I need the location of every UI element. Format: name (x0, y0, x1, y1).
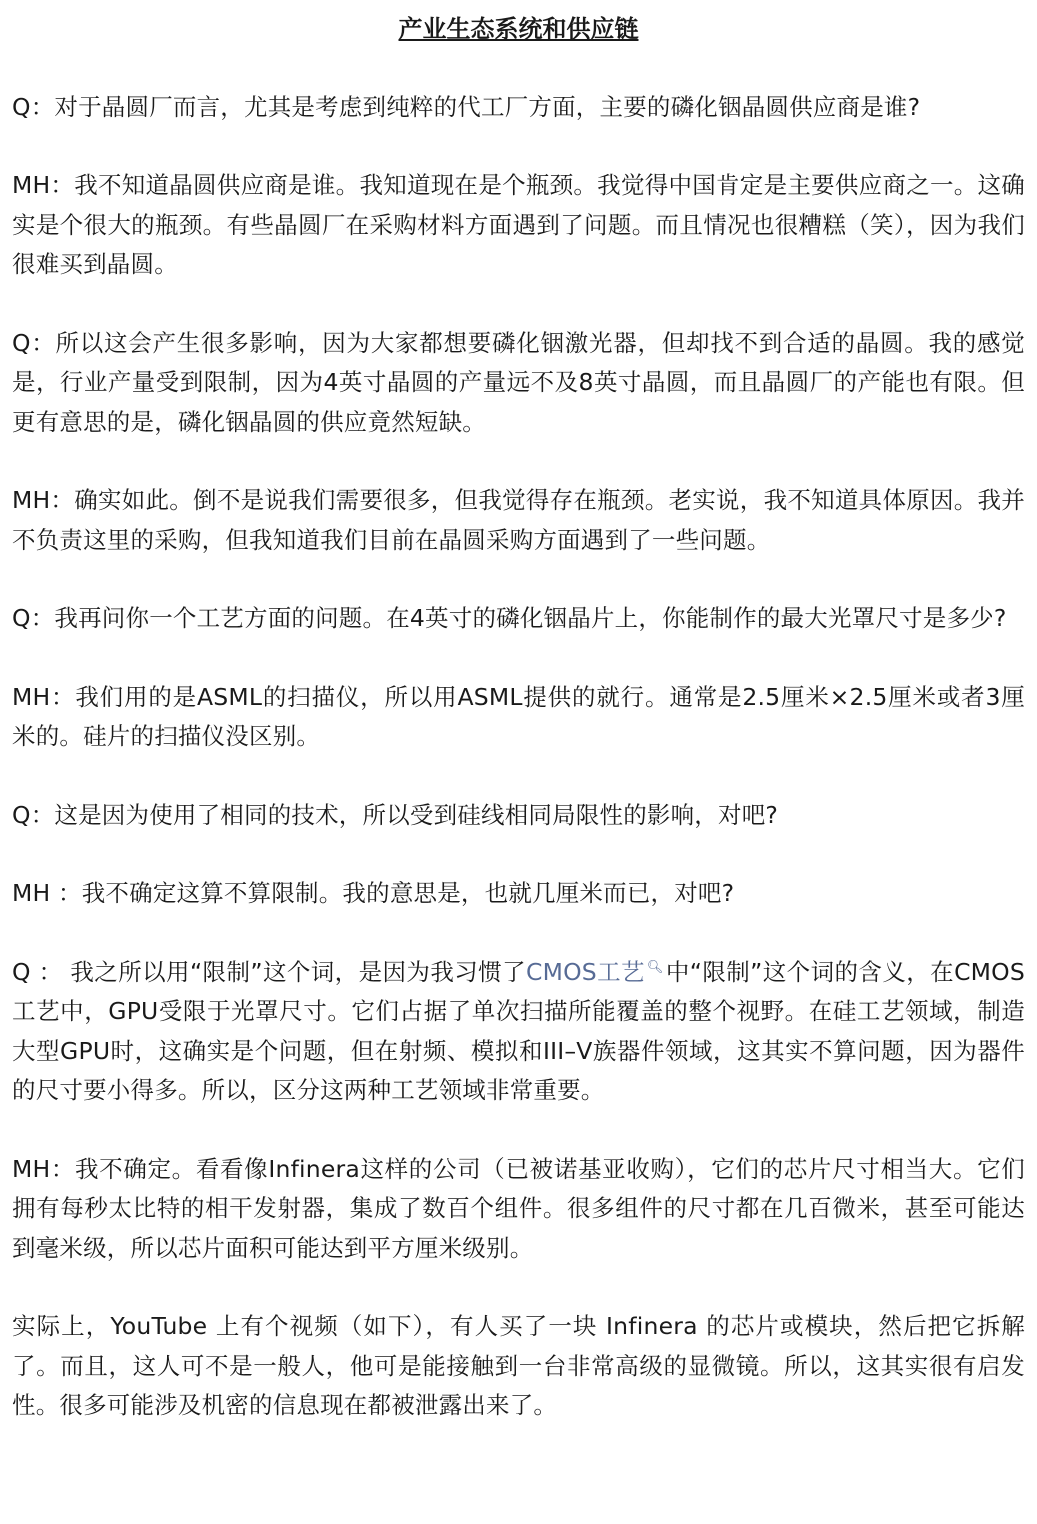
paragraph: MH：我不知道晶圆供应商是谁。我知道现在是个瓶颈。我觉得中国肯定是主要供应商之一。这确实是个很大的瓶颈。有些晶圆厂在采购材料方面遇到了问题。而且情况也很糟糕（笑），因为我们很难买到晶圆。 (12, 171, 1025, 278)
paragraph-text: Q ： 我之所以用“限制”这个词，是因为我习惯了 (12, 957, 526, 986)
paragraph-text: 中“限制”这个词的含义，在CMOS工艺中，GPU受限于光罩尺寸。它们占据了单次扫描所能覆盖的整个视野。在硅工艺领域，制造大型GPU时，这确实是个问题，但在射频、模拟和III–V族器件领域，这其实不算问题，因为器件的尺寸要小得多。所以，区分这两种工艺领域非常重要。 (12, 957, 1025, 1104)
paragraph: MH：确实如此。倒不是说我们需要很多，但我觉得存在瓶颈。老实说，我不知道具体原因。我并不负责这里的采购，但我知道我们目前在晶圆采购方面遇到了一些问题。 (12, 486, 1025, 554)
paragraph: Q：对于晶圆厂而言，尤其是考虑到纯粹的代工厂方面，主要的磷化铟晶圆供应商是谁? (12, 92, 921, 121)
paragraph-cmos (12, 953, 1025, 1111)
paragraph: MH：我不确定。看看像Infinera这样的公司（已被诺基亚收购），它们的芯片尺寸相当大。它们拥有每秒太比特的相干发射器，集成了数百个组件。很多组件的尺寸都在几百微米，甚至可能达到毫米级，所以芯片面积可能达到平方厘米级别。 (12, 1154, 1025, 1262)
cmos-search-link[interactable]: CMOS工艺 (525, 957, 645, 986)
paragraph: MH：我们用的是ASML的扫描仪，所以用ASML提供的就行。通常是2.5厘米×2.5厘米或者3厘米的。硅片的扫描仪没区别。 (12, 682, 1025, 750)
section-title: 产业生态系统和供应链 (398, 15, 639, 43)
paragraph: Q：这是因为使用了相同的技术，所以受到硅线相同局限性的影响，对吧? (12, 800, 779, 829)
search-icon[interactable]: 🔍︎ (646, 959, 664, 975)
paragraph: MH ：我不确定这算不算限制。我的意思是，也就几厘米而已，对吧? (12, 879, 735, 907)
paragraph: Q：所以这会产生很多影响，因为大家都想要磷化铟激光器，但却找不到合适的晶圆。我的感觉是，行业产量受到限制，因为4英寸晶圆的产量远不及8英寸晶圆，而且晶圆厂的产能也有限。但更有意思的是，磷化铟晶圆的供应竟然短缺。 (12, 328, 1025, 436)
paragraph: 实际上，YouTube 上有个视频（如下），有人买了一块 Infinera 的芯片或模块，然后把它拆解了。而且，这人可不是一般人，他可是能接触到一台非常高级的显微镜。所以，这其实很有启发性。很多可能涉及机密的信息现在都被泄露出来了。 (12, 1312, 1025, 1419)
paragraph: Q：我再问你一个工艺方面的问题。在4英寸的磷化铟晶片上，你能制作的最大光罩尺寸是多少? (12, 604, 1007, 632)
